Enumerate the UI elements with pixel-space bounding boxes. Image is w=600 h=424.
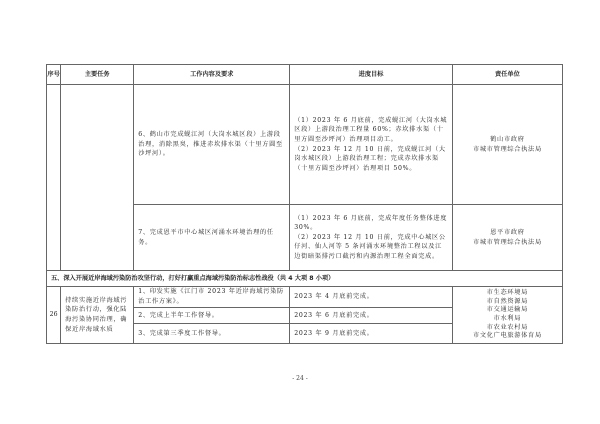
progress-step: （2）2023 年 12 月 10 日前，完成蚬江河（大岗水城区段）上游段治理工程；完成赤坎排水渠（十里方圆至沙坪河）治理项目 50%。 xyxy=(294,145,446,172)
main-task-cell-continued xyxy=(61,85,134,271)
responsible-unit: 市文化广电旅游体育局 xyxy=(472,332,542,340)
header-seq: 序号 xyxy=(47,65,61,85)
responsible-unit: 市交通运输局 xyxy=(486,306,529,314)
progress-cell: 2023 年 4 月底前完成。 xyxy=(290,287,453,308)
seq-cell-continued xyxy=(47,85,61,271)
responsible-cell xyxy=(452,85,562,205)
main-task-cell: 持续实施近岸海域污染防治行动，强化陆海污染协同治理，确保近岸海域水质 xyxy=(61,287,134,344)
progress-step: （1）2023 年 6 月底前，完成蚬江河（大岗水城区段）上游段治理工程量 60%；赤坎排水渠（十里方圆至沙坪河）治理项目动工。 xyxy=(294,116,448,143)
header-work-content: 工作内容及要求 xyxy=(134,65,290,85)
work-content-cell: 1、印发实施《江门市 2023 年近岸海域污染防治工作方案》。 xyxy=(134,287,290,308)
work-content-cell: 2、完成上半年工作督导。 xyxy=(134,308,290,324)
progress-step: （2）2023 年 12 月 10 日前，完成中心城区公仔河、仙人河等 5 条河涌水环境整治工程以及江边街暗渠排污口截污和内源治理工程全面完成。 xyxy=(294,233,446,260)
work-content-cell: 7、完成恩平市中心城区河涌水环境治理的任务。 xyxy=(134,205,290,271)
table-row xyxy=(47,287,563,308)
responsible-unit: 市城市管理综合执法局 xyxy=(472,238,542,246)
progress-step: （1）2023 年 6 月底前，完成年度任务整体进度 30%。 xyxy=(294,214,448,232)
table-header-row xyxy=(47,65,563,85)
table-row xyxy=(47,85,563,205)
progress-cell xyxy=(290,205,453,271)
responsible-unit: 恩平市政府 xyxy=(490,228,525,236)
work-content-cell: 3、完成第三季度工作督导。 xyxy=(134,324,290,344)
page-number: - 24 - xyxy=(292,375,308,382)
progress-cell: 2023 年 9 月底前完成。 xyxy=(290,324,453,344)
seq-cell: 26 xyxy=(47,287,61,344)
responsible-unit: 市生态环境局 xyxy=(486,289,529,297)
header-progress-target: 进度目标 xyxy=(290,65,453,85)
responsible-unit: 市水利局 xyxy=(493,315,522,322)
work-content-cell: 6、鹤山市完成蚬江河（大岗水城区段）上游段治理，消除黑臭，推进赤坎排水渠（十里方圆至沙坪河）。 xyxy=(134,85,290,205)
section-title: 五、深入开展近岸海域污染防治攻坚行动，打好打赢重点海域污染防治标志性战役（共 4 大项 8 小项） xyxy=(47,271,563,287)
responsible-cell xyxy=(452,287,562,344)
responsible-unit: 市农业农村局 xyxy=(486,323,529,331)
section-header-row xyxy=(47,271,563,287)
header-main-task: 主要任务 xyxy=(61,65,134,85)
progress-cell: 2023 年 6 月底前完成。 xyxy=(290,308,453,324)
task-table xyxy=(46,64,563,344)
responsible-unit: 市自然资源局 xyxy=(486,297,529,305)
progress-cell xyxy=(290,85,453,205)
responsible-unit: 鹤山市政府 xyxy=(490,135,525,143)
responsible-unit: 市城市管理综合执法局 xyxy=(472,145,542,153)
header-responsible-unit: 责任单位 xyxy=(452,65,562,85)
responsible-cell xyxy=(452,205,562,271)
